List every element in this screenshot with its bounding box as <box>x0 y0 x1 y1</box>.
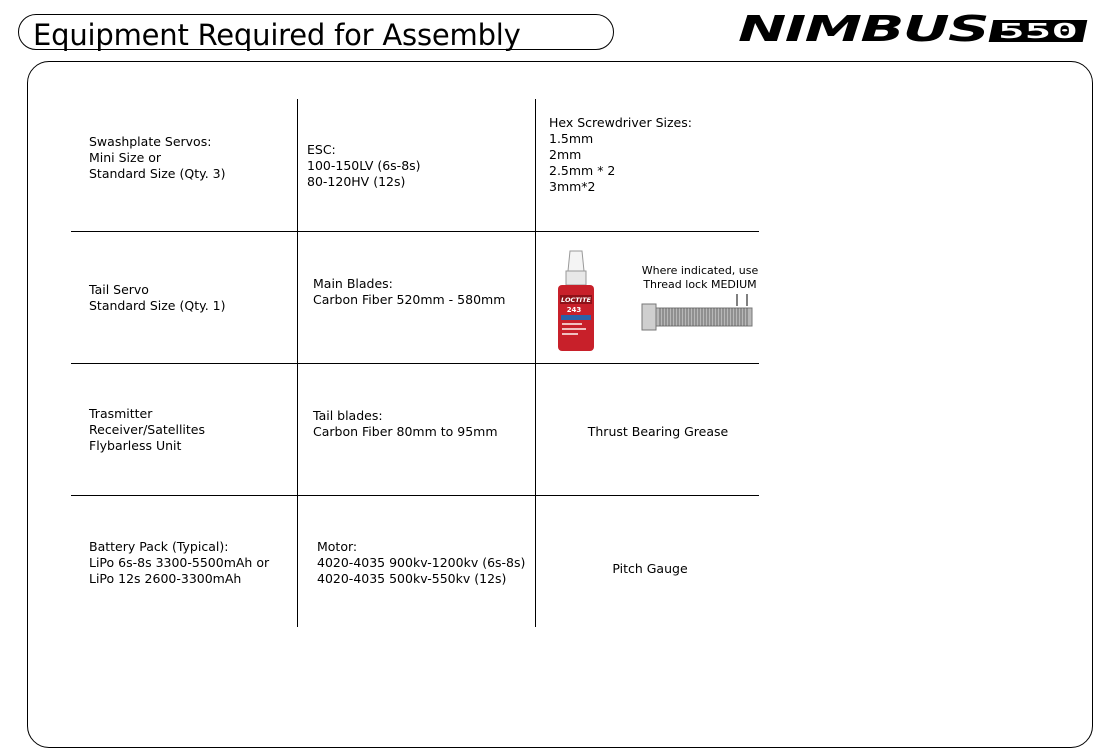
logo-model-text: 550 <box>998 19 1078 43</box>
cell-esc: ESC: 100-150LV (6s-8s) 80-120HV (12s) <box>307 142 421 189</box>
logo-text: NIMBUS <box>738 10 988 46</box>
bottle-number-label: 243 <box>566 306 582 314</box>
title-banner <box>18 14 614 50</box>
table-divider-horizontal-1 <box>71 231 759 232</box>
cell-main-blades: Main Blades: Carbon Fiber 520mm - 580mm <box>313 276 506 307</box>
threadlocker-bottle-icon <box>556 249 596 353</box>
thread-lock-note: Where indicated, use Thread lock MEDIUM <box>641 264 759 291</box>
cell-motor: Motor: 4020-4035 900kv-1200kv (6s-8s) 4020-4035 500kv-550kv (12s) <box>317 539 526 586</box>
table-divider-horizontal-2 <box>71 363 759 364</box>
cell-transmitter: Trasmitter Receiver/Satellites Flybarless Unit <box>89 406 205 453</box>
table-divider-horizontal-3 <box>71 495 759 496</box>
cell-thrust-bearing-grease: Thrust Bearing Grease <box>587 424 729 439</box>
cell-tail-blades: Tail blades: Carbon Fiber 80mm to 95mm <box>313 408 498 439</box>
cell-battery-pack: Battery Pack (Typical): LiPo 6s-8s 3300-5500mAh or LiPo 12s 2600-3300mAh <box>89 539 270 586</box>
cell-pitch-gauge: Pitch Gauge <box>612 561 688 576</box>
bolt-icon <box>640 294 754 334</box>
nimbus-logo <box>736 10 1088 46</box>
cell-tail-servo: Tail Servo Standard Size (Qty. 1) <box>89 282 226 313</box>
bottle-brand-label: LOCTITE <box>561 296 591 304</box>
cell-hex-screwdrivers: Hex Screwdriver Sizes: 1.5mm 2mm 2.5mm * 2 3mm*2 <box>549 115 692 194</box>
cell-swashplate-servos: Swashplate Servos: Mini Size or Standard Size (Qty. 3) <box>89 134 226 181</box>
page-title: Equipment Required for Assembly <box>33 18 521 52</box>
